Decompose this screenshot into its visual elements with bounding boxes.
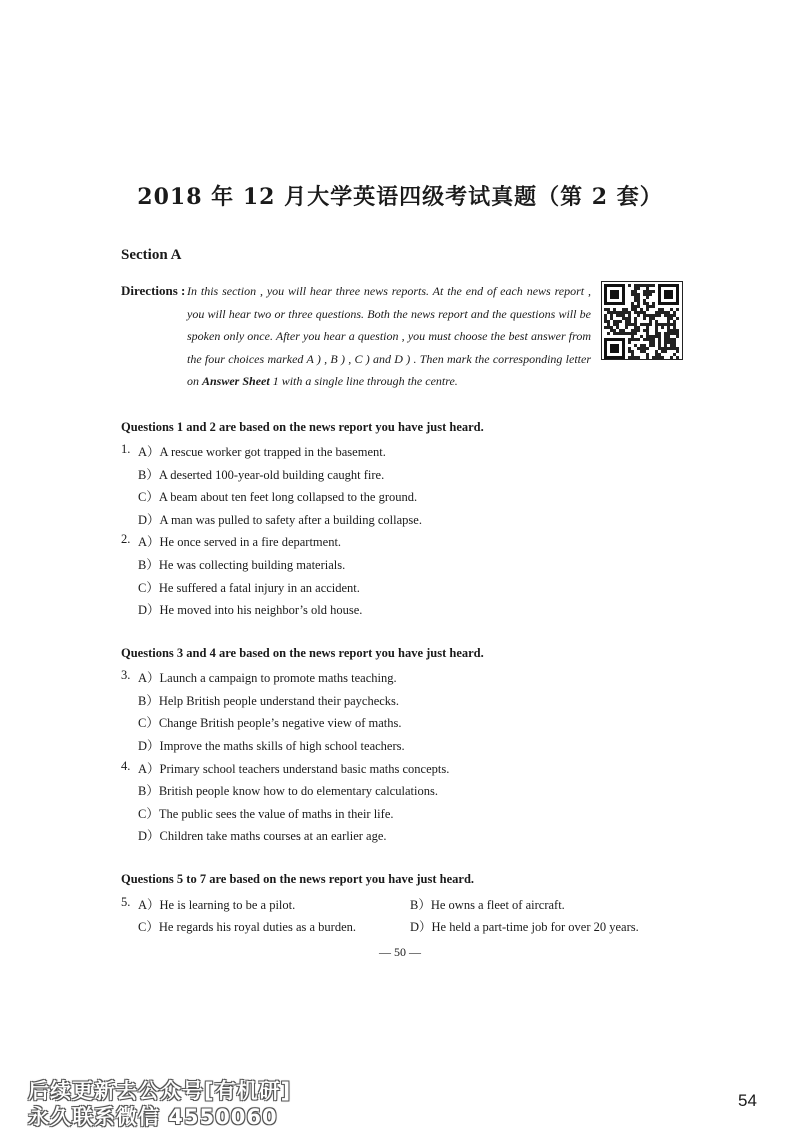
group-header: Questions 3 and 4 are based on the news report you have just heard. xyxy=(121,646,484,660)
option-3c: C）Change British people’s negative view of maths. xyxy=(138,716,402,730)
answer-sheet-label: Answer Sheet xyxy=(202,374,270,388)
option-5c: C）He regards his royal duties as a burden. xyxy=(138,920,356,934)
question-number: 5. xyxy=(121,895,131,909)
option-5d: D）He held a part-time job for over 20 years. xyxy=(410,920,639,934)
option-4c: C）The public sees the value of maths in their life. xyxy=(138,807,394,821)
section-heading: Section A xyxy=(121,247,182,263)
group-header: Questions 5 to 7 are based on the news report you have just heard. xyxy=(121,872,475,886)
option-2d: D）He moved into his neighbor’s old house. xyxy=(138,603,363,617)
directions-part2: 1 with a single line through the centre. xyxy=(269,374,458,388)
directions-label: Directions : xyxy=(121,283,186,298)
watermark-line-2: 永久联系微信 4550060 xyxy=(28,1105,278,1129)
question-number: 2. xyxy=(121,532,131,546)
question-number: 4. xyxy=(121,759,131,773)
option-2a: A）He once served in a fire department. xyxy=(138,535,342,549)
directions-text xyxy=(187,280,591,393)
option-4b: B）British people know how to do elementary calculations. xyxy=(138,784,438,798)
option-5b: B）He owns a fleet of aircraft. xyxy=(410,898,565,912)
option-3a: A）Launch a campaign to promote maths teaching. xyxy=(138,671,397,685)
page-title: 2018 年 12 月大学英语四级考试真题（第 2 套） xyxy=(137,184,663,210)
group-header: Questions 1 and 2 are based on the news report you have just heard. xyxy=(121,420,484,434)
option-1d: D）A man was pulled to safety after a building collapse. xyxy=(138,513,422,527)
option-1a: A）A rescue worker got trapped in the basement. xyxy=(138,445,386,459)
pdf-page-number: 54 xyxy=(738,1091,757,1110)
qr-code-icon xyxy=(601,281,683,360)
directions-part1: In this section , you will hear three news reports. At the end of each news report , you will hear two or three questions. Both the news report and the questions will be spoken only once. After you hear a question , you must choose the best answer from the four choices marked A ) , B ) , C ) and D ) . Then mark the corresponding letter on xyxy=(187,284,591,388)
option-2b: B）He was collecting building materials. xyxy=(138,558,346,572)
option-1c: C）A beam about ten feet long collapsed to the ground. xyxy=(138,490,418,504)
question-number: 1. xyxy=(121,442,131,456)
option-2c: C）He suffered a fatal injury in an accident. xyxy=(138,581,360,595)
printed-page-number: — 50 — xyxy=(379,945,421,959)
option-4a: A）Primary school teachers understand basic maths concepts. xyxy=(138,762,450,776)
option-3d: D）Improve the maths skills of high school teachers. xyxy=(138,739,405,753)
option-3b: B）Help British people understand their paychecks. xyxy=(138,694,400,708)
question-number: 3. xyxy=(121,668,131,682)
option-4d: D）Children take maths courses at an earlier age. xyxy=(138,829,387,843)
option-1b: B）A deserted 100-year-old building caught fire. xyxy=(138,468,385,482)
option-5a: A）He is learning to be a pilot. xyxy=(138,898,296,912)
watermark-line-1: 后续更新去公众号[有机研] xyxy=(28,1079,292,1103)
